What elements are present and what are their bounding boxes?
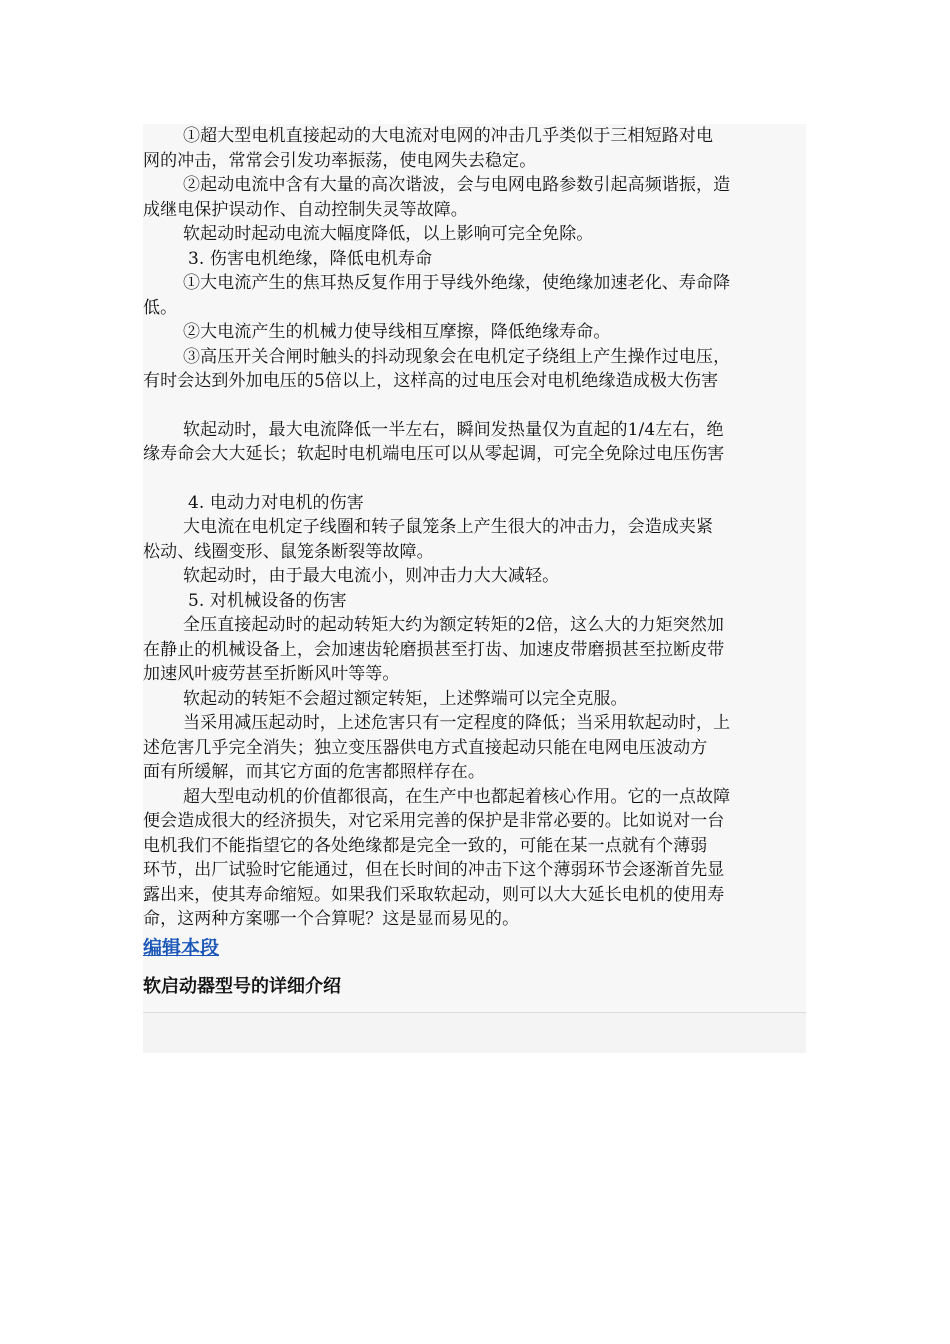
paragraph-line: 电机我们不能指望它的各处绝缘都是完全一致的，可能在某一点就有个薄弱 xyxy=(143,835,708,856)
paragraph-line: 便会造成很大的经济损失，对它采用完善的保护是非常必要的。比如说对一台 xyxy=(143,811,725,831)
empty-section-area xyxy=(143,1013,806,1053)
paragraph-line: 缘寿命会大大延长；软起时电机端电压可以从零起调，可完全免除过电压伤害 xyxy=(143,444,725,464)
paragraph-line: 软起动时，由于最大电流小，则冲击力大大减轻。 xyxy=(183,566,560,586)
section-heading: 5. 对机械设备的伤害 xyxy=(188,590,347,611)
paragraph-line: 在静止的机械设备上，会加速齿轮磨损甚至打齿、加速皮带磨损甚至拉断皮带 xyxy=(143,639,725,660)
paragraph-line: ②起动电流中含有大量的高次谐波，会与电网电路参数引起高频谐振，造 xyxy=(183,175,731,195)
paragraph-line: 网的冲击，常常会引发功率振荡，使电网失去稳定。 xyxy=(143,150,537,171)
paragraph-line: ②大电流产生的机械力使导线相互摩擦，降低绝缘寿命。 xyxy=(183,322,611,342)
edit-section-link[interactable]: 编辑本段 xyxy=(143,936,220,959)
paragraph-line: 全压直接起动时的起动转矩大约为额定转矩的2倍，这么大的力矩突然加 xyxy=(183,615,725,635)
paragraph-line: 命，这两种方案哪一个合算呢？这是显而易见的。 xyxy=(143,909,520,929)
paragraph-line: 环节，出厂试验时它能通过，但在长时间的冲击下这个薄弱环节会逐渐首先显 xyxy=(143,860,725,880)
section-heading: 3. 伤害电机绝缘，降低电机寿命 xyxy=(188,248,433,269)
section-heading: 4. 电动力对电机的伤害 xyxy=(188,492,364,513)
paragraph-line: ①超大型电机直接起动的大电流对电网的冲击几乎类似于三相短路对电 xyxy=(183,126,714,146)
paragraph-line: 加速风叶疲劳甚至折断风叶等等。 xyxy=(143,664,400,684)
paragraph-line: ①大电流产生的焦耳热反复作用于导线外绝缘，使绝缘加速老化、寿命降 xyxy=(183,273,731,293)
section-title: 软启动器型号的详细介绍 xyxy=(143,975,341,997)
paragraph-line: 超大型电动机的价值都很高，在生产中也都起着核心作用。它的一点故障 xyxy=(183,786,731,807)
paragraph-line: 软起动的转矩不会超过额定转矩，上述弊端可以完全克服。 xyxy=(183,688,628,709)
paragraph-line: ③高压开关合闸时触头的抖动现象会在电机定子绕组上产生操作过电压， xyxy=(183,346,731,367)
paragraph-line: 软起动时起动电流大幅度降低，以上影响可完全免除。 xyxy=(183,224,594,244)
paragraph-line: 松动、线圈变形、鼠笼条断裂等故障。 xyxy=(143,541,434,562)
paragraph-line: 面有所缓解，而其它方面的危害都照样存在。 xyxy=(143,762,485,782)
paragraph-line: 当采用减压起动时，上述危害只有一定程度的降低；当采用软起动时，上 xyxy=(183,713,731,733)
paragraph-line: 成继电保护误动作、自动控制失灵等故障。 xyxy=(143,199,468,220)
spacer xyxy=(143,467,806,491)
paragraph-line: 述危害几乎完全消失；独立变压器供电方式直接起动只能在电网电压波动方 xyxy=(143,737,708,758)
paragraph-line: 大电流在电机定子线圈和转子鼠笼条上产生很大的冲击力，会造成夹紧 xyxy=(183,517,714,537)
spacer xyxy=(143,394,806,418)
paragraph-line: 有时会达到外加电压的5倍以上，这样高的过电压会对电机绝缘造成极大伤害 xyxy=(143,371,719,391)
paragraph-line: 软起动时，最大电流降低一半左右，瞬间发热量仅为直起的1/4左右，绝 xyxy=(183,419,724,440)
paragraph-line: 低。 xyxy=(143,297,178,318)
article-body xyxy=(143,124,806,1053)
paragraph-line: 露出来，使其寿命缩短。如果我们采取软起动，则可以大大延长电机的使用寿 xyxy=(143,884,725,905)
